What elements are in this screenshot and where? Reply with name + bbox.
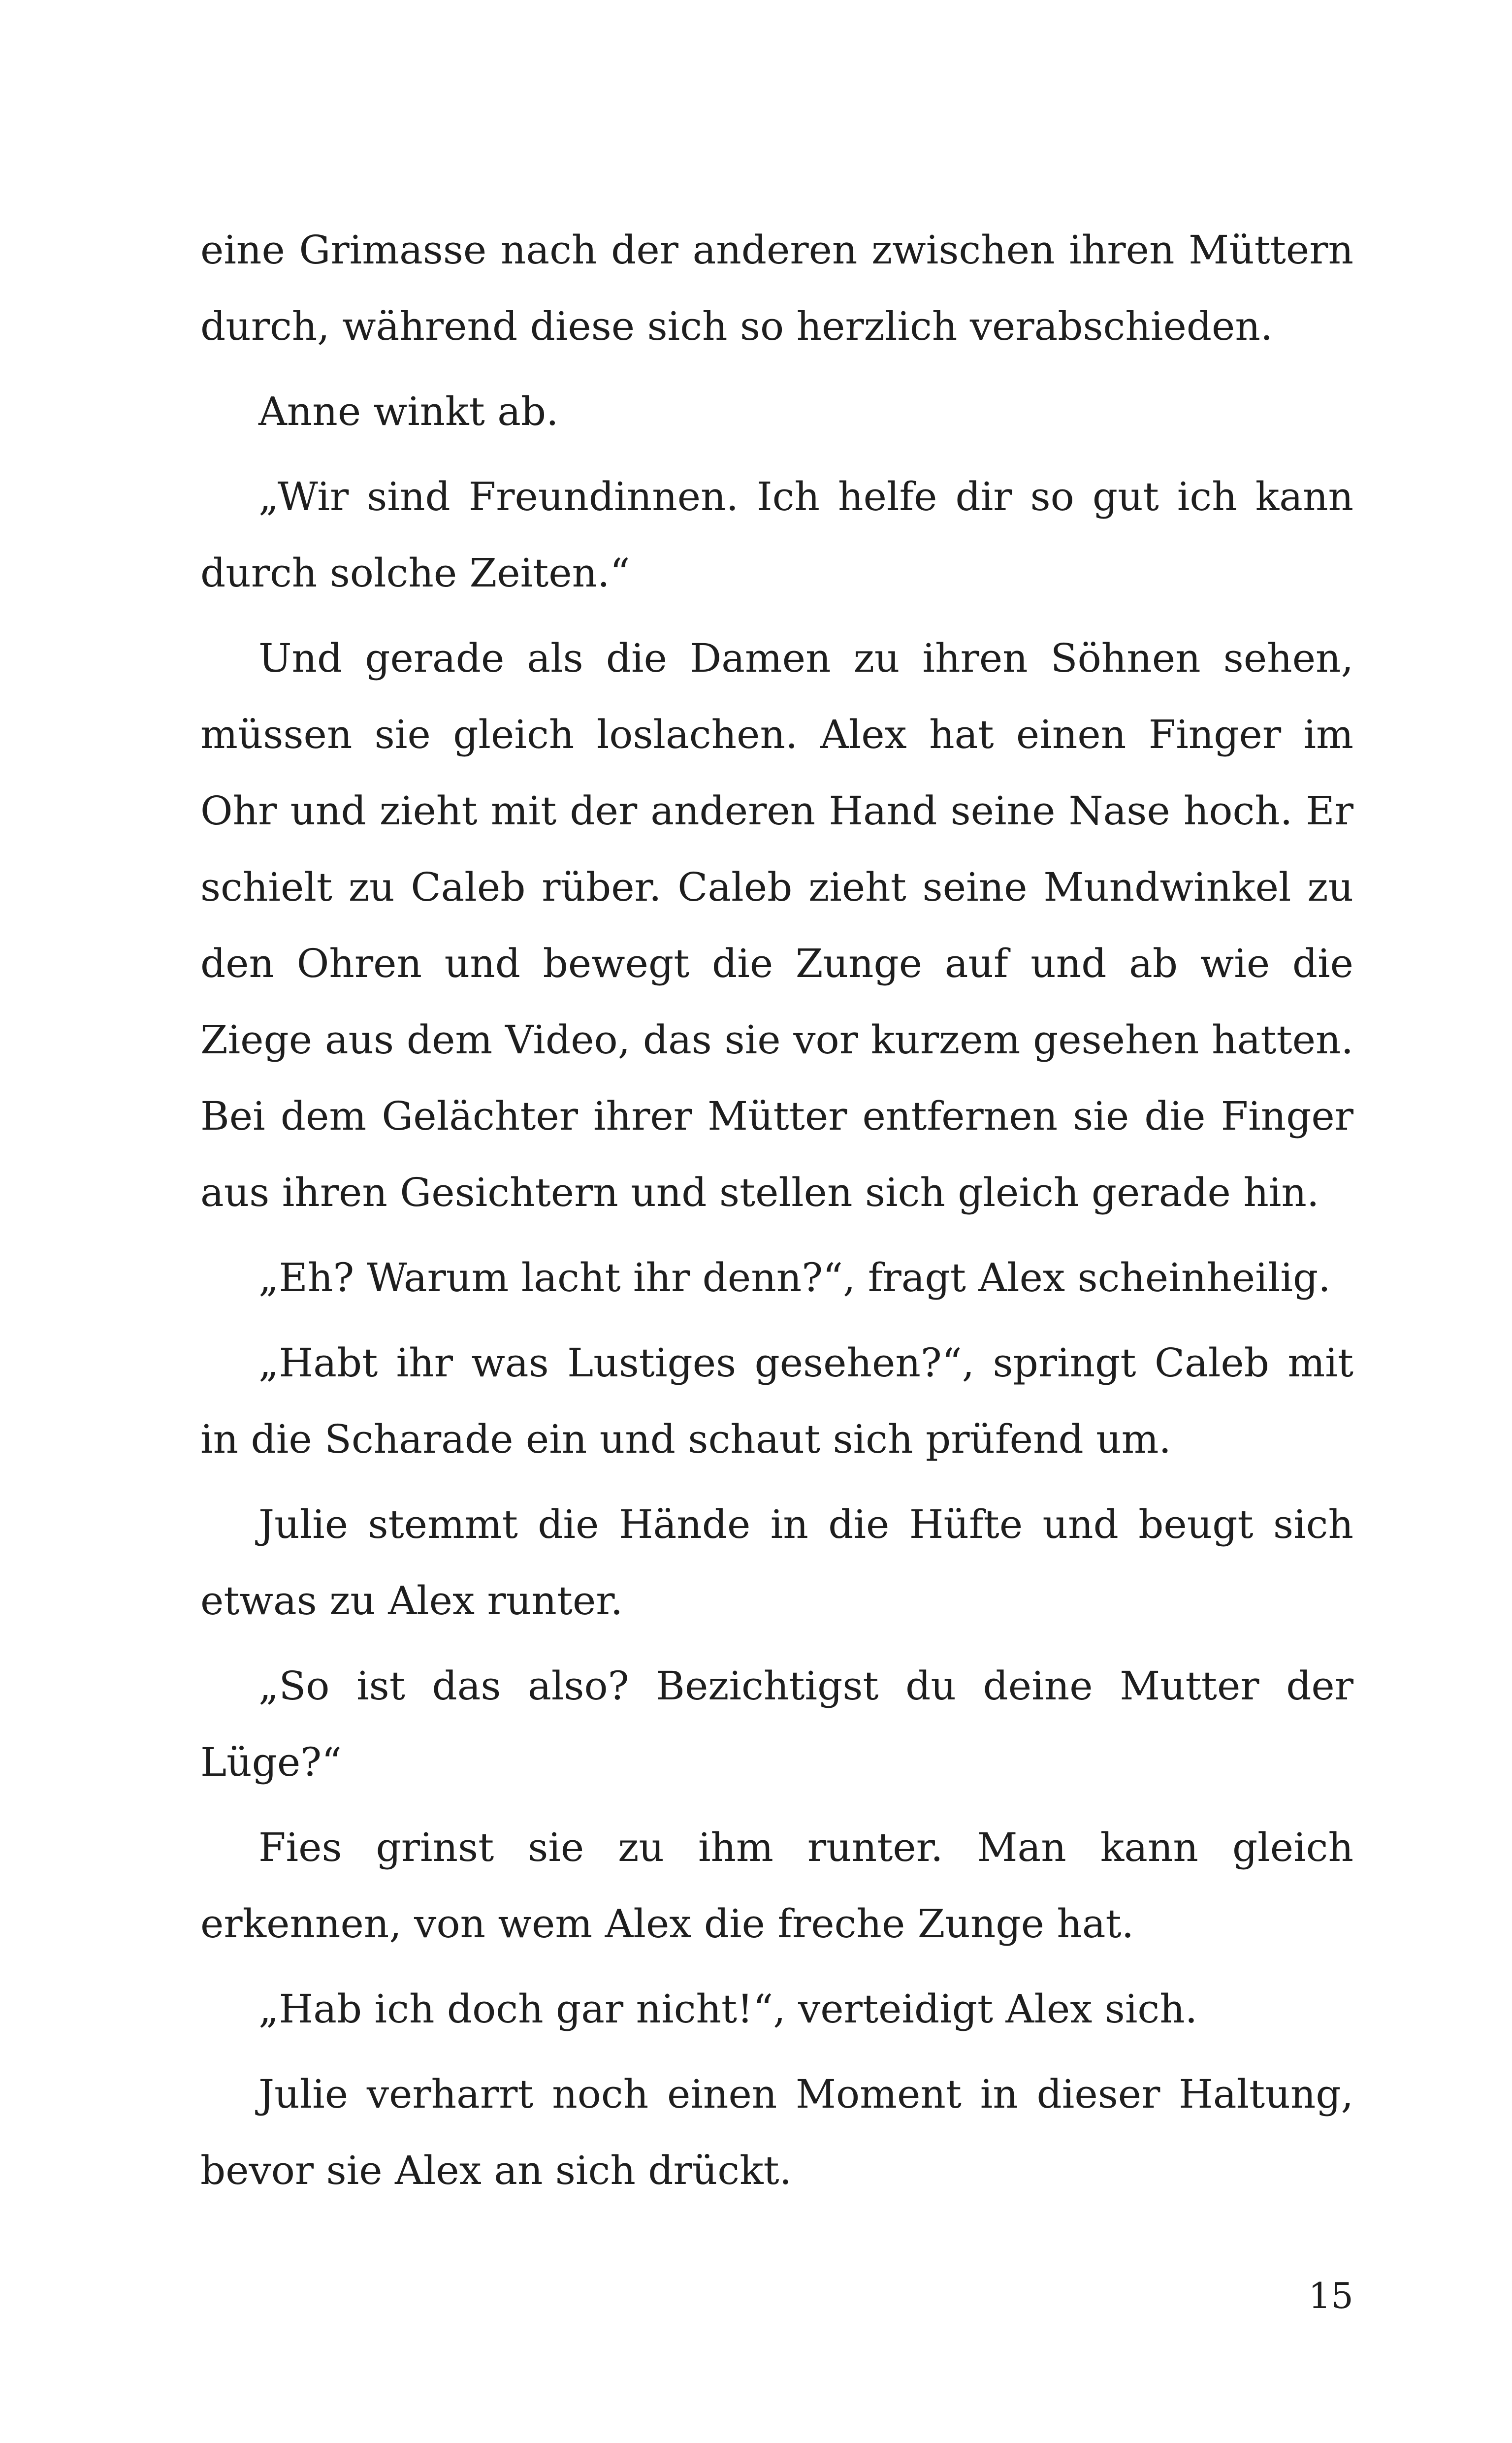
- paragraph: „Wir sind Freundinnen. Ich helfe dir so gut ich kann durch solche Zeiten.“: [200, 474, 1353, 596]
- page-number: 15: [1308, 2275, 1353, 2316]
- paragraph: „Habt ihr was Lustiges gesehen?“, springt Caleb mit in die Scharade ein und schaut sich prüfend um.: [200, 1340, 1353, 1462]
- paragraph: „So ist das also? Bezichtigst du deine Mutter der Lüge?“: [200, 1663, 1353, 1785]
- paragraph-continued: eine Grimasse nach der anderen zwischen ihren Müttern durch, während diese sich so herzlich verabschieden.: [200, 227, 1353, 349]
- paragraph: Julie verharrt noch einen Moment in dieser Haltung, bevor sie Alex an sich drückt.: [200, 2071, 1353, 2193]
- paragraph: Und gerade als die Damen zu ihren Söhnen sehen, müssen sie gleich loslachen. Alex hat einen Finger im Ohr und zieht mit der anderen Hand seine Nase hoch. Er schielt zu Caleb rüber. Caleb zieht seine Mundwinkel zu den Ohren und bewegt die Zunge auf und ab wie die Ziege aus dem Video, das sie vor kurzem gesehen hatten. Bei dem Gelächter ihrer Mütter entfernen sie die Finger aus ihren Gesichtern und stellen sich gleich gerade hin.: [200, 635, 1353, 1215]
- paragraph: „Hab ich doch gar nicht!“, verteidigt Alex sich.: [258, 1986, 1198, 2032]
- paragraph: „Eh? Warum lacht ihr denn?“, fragt Alex scheinheilig.: [258, 1255, 1331, 1301]
- paragraph: Julie stemmt die Hände in die Hüfte und beugt sich etwas zu Alex runter.: [200, 1501, 1353, 1624]
- paragraph: Fies grinst sie zu ihm runter. Man kann gleich erkennen, von wem Alex die freche Zunge hat.: [200, 1824, 1353, 1947]
- body-text: [200, 212, 1353, 2217]
- paragraph: Anne winkt ab.: [258, 389, 559, 434]
